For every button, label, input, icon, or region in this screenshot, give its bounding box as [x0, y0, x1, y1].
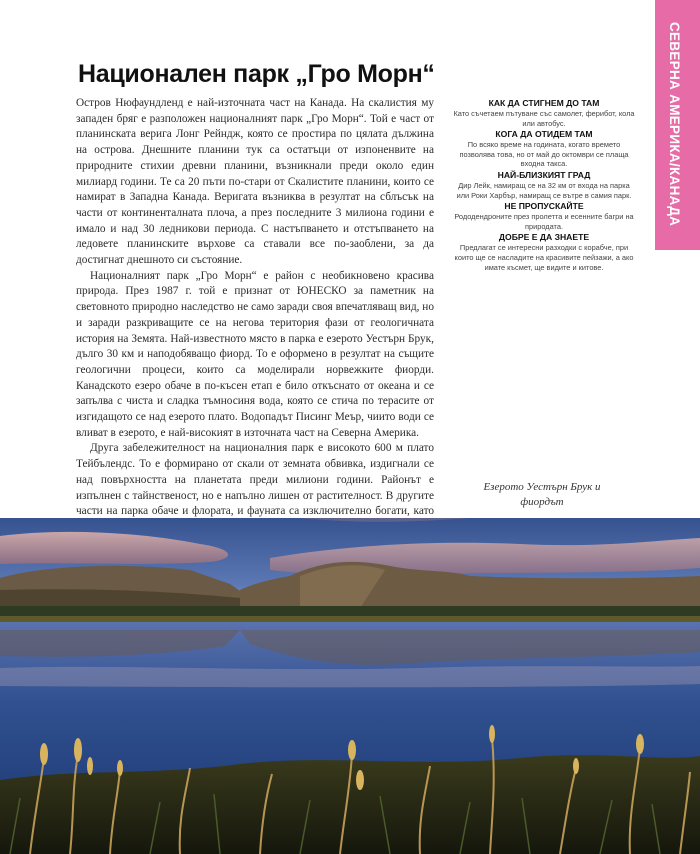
article-paragraph: Националният парк „Гро Морн“ е район с необикновено красива природа. През 1987 г. той е признат от ЮНЕСКО за паметник на световното природно наследство не само заради своя впечатляващ вид, но и заради разкриващите се на негова територия фази от геологичната история на Земята. Най-известното място в парка е езерото Уестърн Брук, дълго 30 км и наподобяващо фиорд. То е оформено в резултат на същите геологични процеси, които са моделирали норвежките фиорди. Канадското езеро обаче в по-късен етап е било откъснато от океана и се запълва с чиста и сладка тъмносиня вода, която се стича по терасите от изгидащото се над езерото плато. Водопадът Писинг Меър, чиито води се вливат в езерото, е най-високият в източната част на Северна Америка. — [76, 269, 434, 439]
article-paragraph: Остров Нюфаундленд е най-източната част на Канада. На скалистия му западен бряг е разположен националният парк „Гро Морн“. Той е част от планинската верига Лонг Рейндж, която се простира по цялата дължина на острова. Днешните планини тук са остатъци от изпоненвите на природните стихии древни планини, възникнали преди около един милиард години. Те са 20 пъти по-стари от Скалистите планини, които се намират в Западна Канада. Веригата възниква в резултат на сблъсък на части от континенталната плоча, а през последните 3 милиона години е имало и над 30 ледникови периода. С настъпването и отстъпването на ледовете планинските върхове са ставали все по-заоблени, за да достигнат днешното си състояние. — [76, 97, 434, 267]
info-heading: ДОБРЕ Е ДА ЗНАЕТЕ — [498, 232, 590, 243]
info-box — [453, 97, 635, 272]
landscape-photo — [0, 518, 700, 854]
info-heading: КАК ДА СТИГНЕМ ДО ТАМ — [488, 98, 600, 108]
info-text: По всяко време на годината, когато времето позволява това, но от май до октомври се плаща входна такса. — [459, 140, 629, 169]
info-text: Дир Лейк, намиращ се на 32 км от входа на парка или Роки Харбър, намиращ се вътре в самия парк. — [456, 180, 632, 200]
info-text: Рододендроните през пролетта и есенните багри на природата. — [454, 212, 634, 231]
info-heading: КОГА ДА ОТИДЕМ ТАМ — [495, 129, 593, 140]
section-tab — [655, 0, 700, 250]
info-text: Като съчетаем пътуване със самолет, ферибот, кола или автобус. — [453, 109, 635, 128]
info-text: Предлагат се интересни разходки с корабче, при които ще се насладите на красивите пейзажи, а ако имате късмет, ще видите и китове. — [454, 243, 634, 272]
section-tab-label: СЕВЕРНА АМЕРИКА/КАНАДА — [667, 22, 682, 227]
photo-caption: Езерото Уестърн Брук и фиордът — [483, 481, 601, 508]
page-title: Национален парк „Гро Морн“ — [78, 60, 435, 88]
article-body — [76, 96, 434, 567]
info-heading: НЕ ПРОПУСКАЙТЕ — [504, 201, 584, 212]
info-heading: НАЙ-БЛИЗКИЯТ ГРАД — [497, 169, 591, 180]
article-paragraph: Друга забележителност на националния парк е високото 600 м плато Тейбълендс. То е формирано от скали от земната обвивка, издигнали се над повърхността на планетата преди милиони години. Районът е изпълнен с тайнственост, но е напълно лишен от растителност. В другите части на парка обаче и флората, и фауната са изключително богати, като — [76, 442, 434, 518]
